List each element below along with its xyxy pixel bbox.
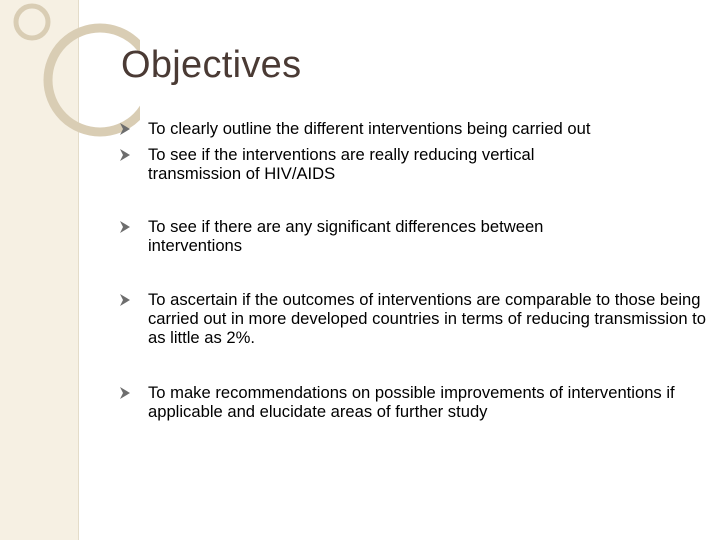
objective-text: To make recommendations on possible improvements of interventions if applicable and elucidate areas of further study bbox=[148, 383, 675, 421]
arrow-bullet-icon bbox=[118, 119, 148, 141]
objective-item bbox=[118, 383, 708, 421]
arrow-bullet-icon bbox=[118, 290, 148, 312]
objective-text: To ascertain if the outcomes of interventions are comparable to those being carried out in more developed countries in terms of reducing transmission to as little as 2%. bbox=[148, 290, 707, 347]
arrow-bullet-icon bbox=[118, 383, 148, 405]
objective-item bbox=[118, 145, 708, 183]
objective-text: To see if the interventions are really reducing vertical transmission of HIV/AIDS bbox=[148, 145, 535, 183]
slide-title: Objectives bbox=[121, 44, 302, 86]
objective-text: To clearly outline the different interventions being carried out bbox=[148, 119, 591, 138]
objective-text: To see if there are any significant differences between interventions bbox=[148, 217, 544, 255]
objective-item bbox=[118, 217, 708, 255]
arrow-bullet-icon bbox=[118, 217, 148, 239]
objective-item bbox=[118, 290, 708, 347]
objective-item bbox=[118, 119, 708, 141]
arrow-bullet-icon bbox=[118, 145, 148, 167]
